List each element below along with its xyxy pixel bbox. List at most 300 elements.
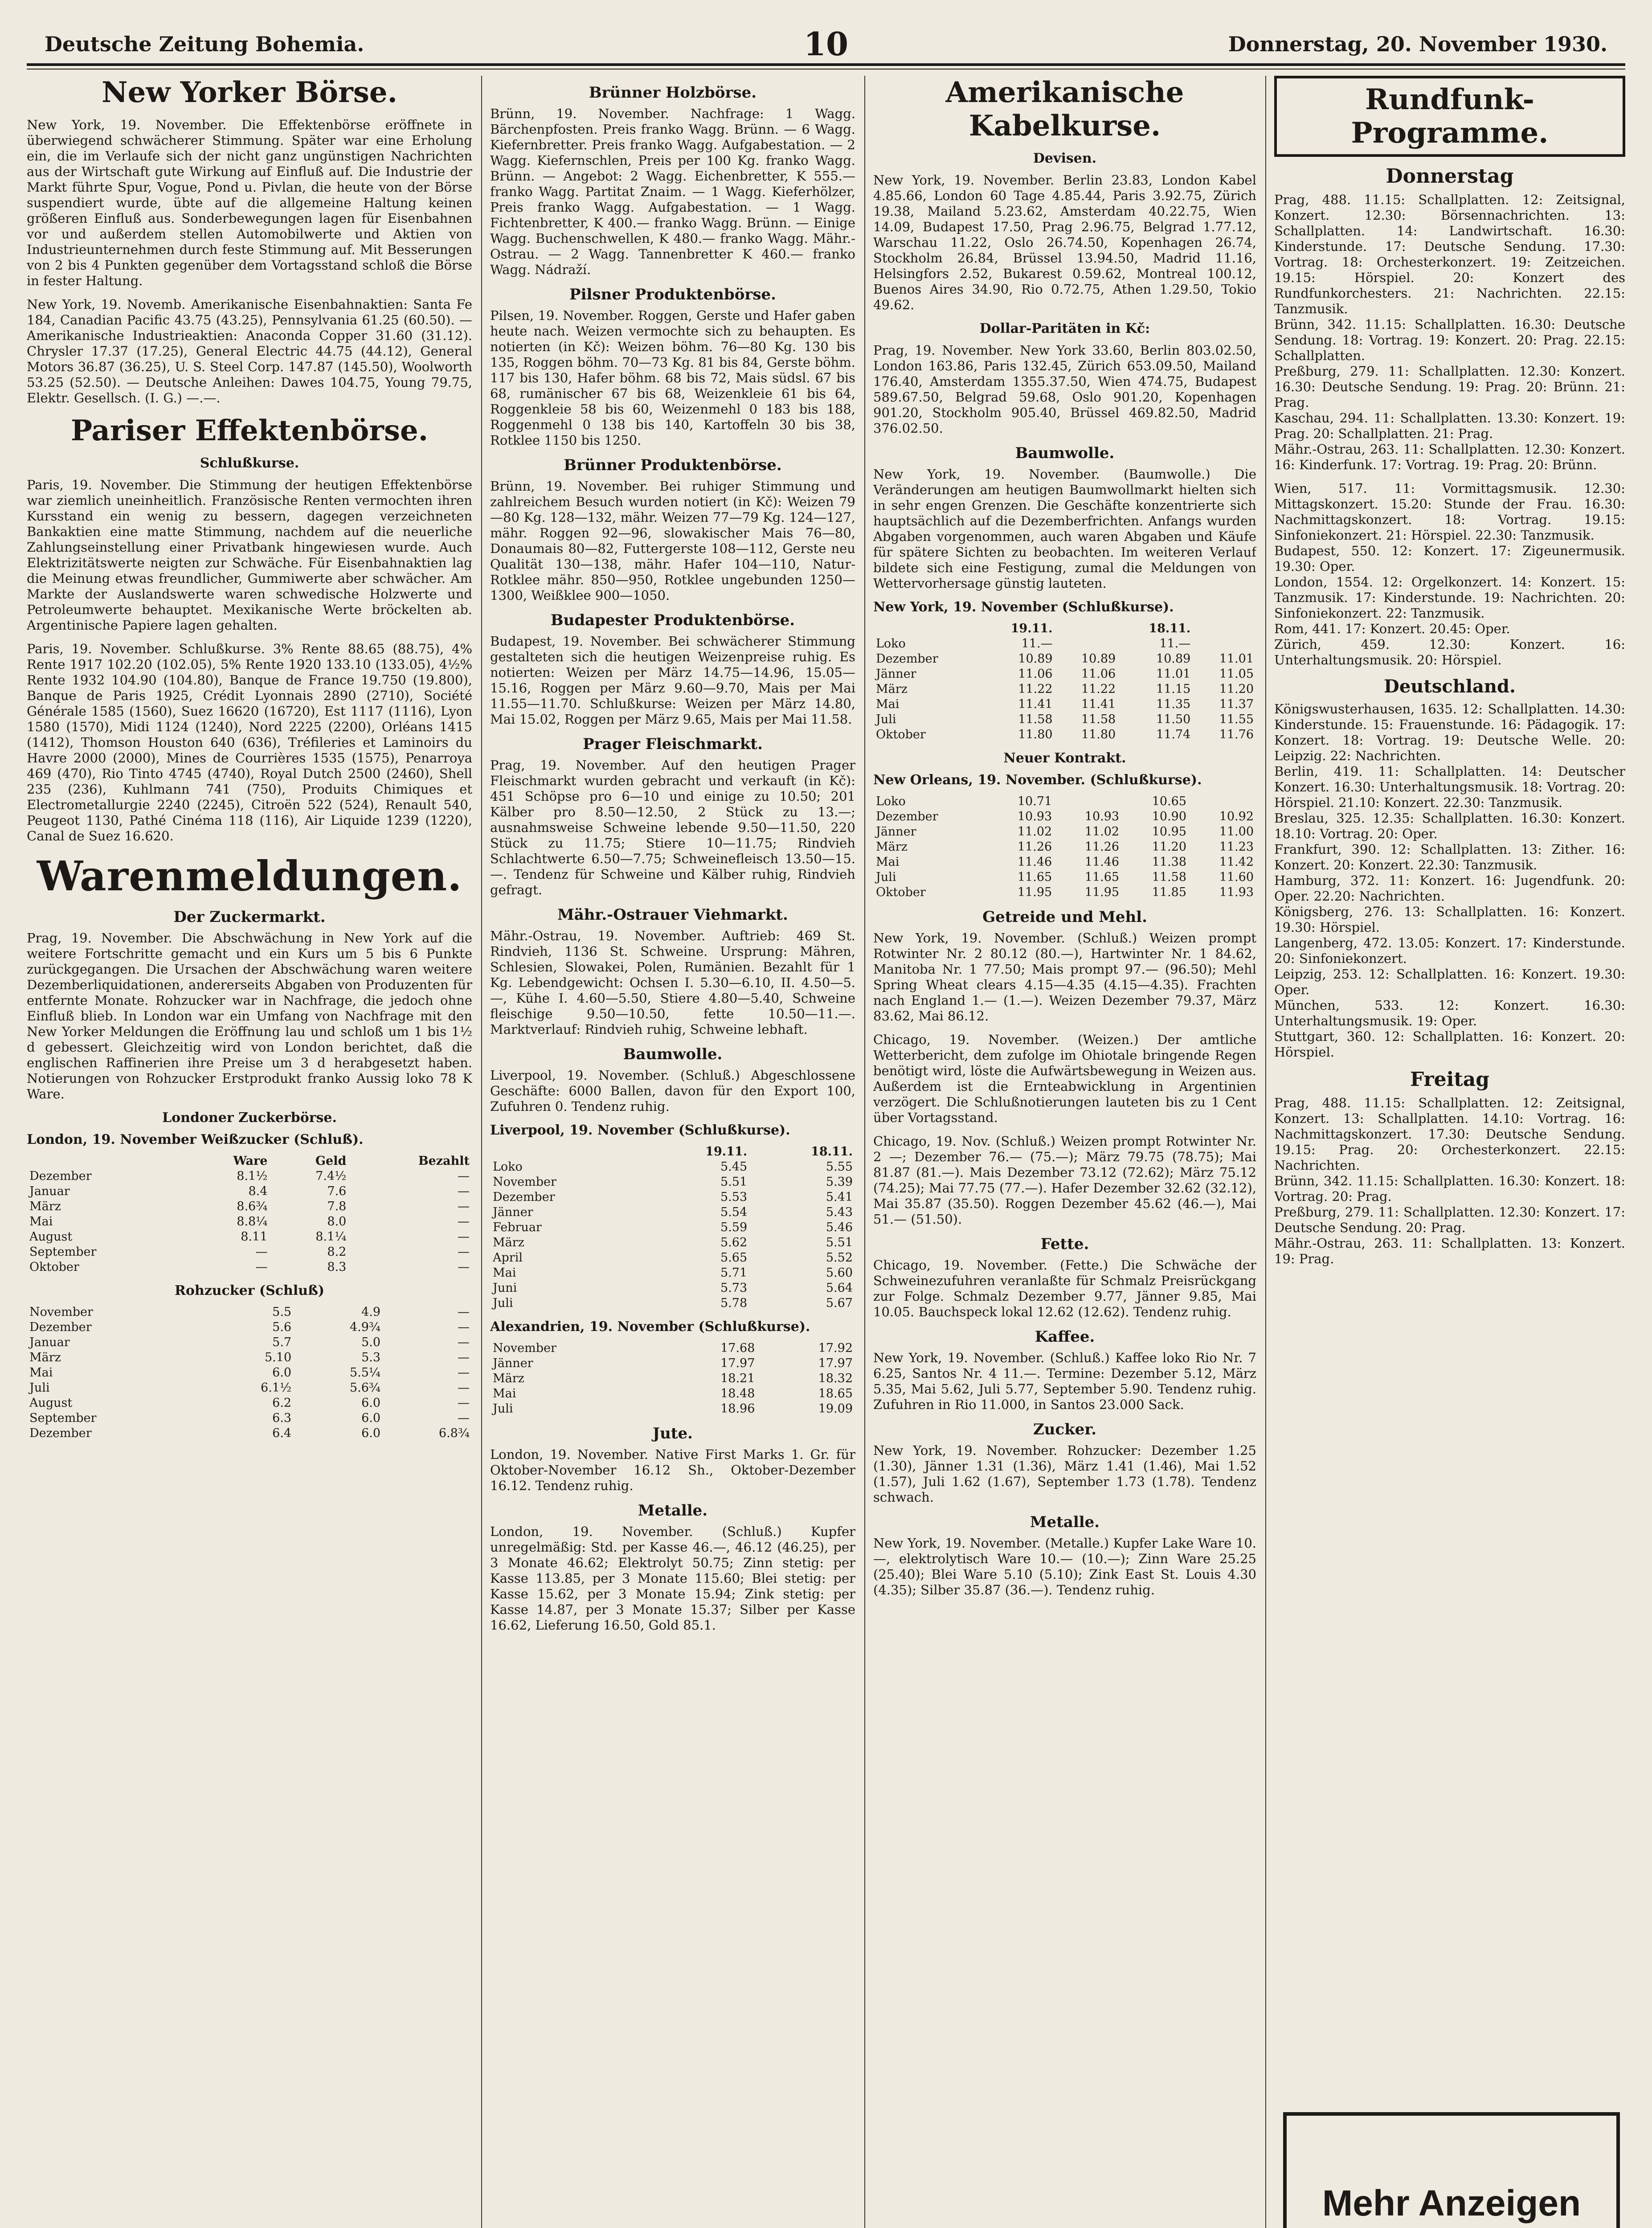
table-cell: Mai <box>29 1366 53 1380</box>
table-cell: 11.— <box>1021 637 1053 651</box>
table-cell: 5.39 <box>826 1175 853 1189</box>
new-york-cotton-table <box>873 621 1256 742</box>
table-cell: 11.58 <box>1081 713 1116 726</box>
table-cell: 4.9¾ <box>349 1320 381 1334</box>
table-cell: — <box>458 1381 470 1395</box>
table-header-cell: 18.11. <box>811 1145 853 1159</box>
table-row <box>873 712 1256 727</box>
table-cell: 11.80 <box>1081 728 1116 741</box>
table-row <box>490 1356 855 1371</box>
table-cell: 5.46 <box>826 1220 853 1234</box>
table-cell: 8.8¼ <box>237 1215 268 1229</box>
article-paragraph: Liverpool, 19. November. (Schluß.) Abgeschlossene Geschäfte: 6000 Ballen, davon für den Export 100, Zufuhren 0. Tendenz ruhig. <box>490 1068 855 1114</box>
table-header-cell: 18.11. <box>1149 622 1191 635</box>
table-row <box>27 1305 472 1320</box>
table-cell <box>1193 636 1256 651</box>
table-cell: 8.2 <box>327 1245 347 1259</box>
table-cell: Oktober <box>29 1260 79 1274</box>
table-body <box>490 1341 855 1417</box>
table-cell: 5.41 <box>826 1190 853 1204</box>
table-cell: 8.4 <box>248 1184 268 1198</box>
radio-title-box <box>1274 76 1625 157</box>
table-cell: Dezember <box>29 1320 92 1334</box>
table-cell: 11.85 <box>1152 885 1187 899</box>
table-cell: 11.37 <box>1219 697 1254 711</box>
section-subtitle: Devisen. <box>1033 151 1097 166</box>
table-cell: 6.0 <box>361 1426 381 1440</box>
table-cell: 11.22 <box>1081 682 1116 696</box>
table-row <box>490 1190 855 1205</box>
table-cell: — <box>458 1169 470 1183</box>
table-cell: Mai <box>493 1266 516 1280</box>
article-paragraph: Brünn, 19. November. Nachfrage: 1 Wagg. Bärchenpfosten. Preis franko Wagg. Brünn. — 6 Wagg. Kiefernbretter. Preis franko Wagg. Aufgabestation. — 2 Wagg. Kiefernschlen, Preis per 100 Kg. franko Wagg. Brünn. — Angebot: 2 Wagg. Eichenbretter, K 555.— franko Wagg. Partitat Znaim. — 1 Wagg. Kieferhölzer, Preis franko Wagg. Aufgabestation. — 1 Wagg. Fichtenbretter, K 400.— franko Wagg. Brünn. — Einige Wagg. Buchenschwellen, K 480.— franko Wagg. Mähr.-Ostrau. — 2 Wagg. Tannenbretter K 460.— franko Wagg. Nádraží. <box>490 106 855 277</box>
table-cell: 11.93 <box>1219 885 1254 899</box>
table-cell: Jänner <box>493 1356 533 1370</box>
subsection-title: Londoner Zuckerbörse. <box>162 1110 337 1126</box>
table-cell: — <box>458 1366 470 1380</box>
table-cell: 5.71 <box>720 1266 748 1280</box>
table-cell: 11.46 <box>1017 855 1052 869</box>
section-title-holzboerse: Brünner Holzbörse. <box>589 84 757 102</box>
column-divider <box>481 76 482 2228</box>
table-cell: 5.51 <box>826 1236 853 1249</box>
table-cell: 5.53 <box>720 1190 748 1204</box>
table-row <box>27 1229 472 1245</box>
table-cell: — <box>458 1396 470 1410</box>
table-cell: 5.0 <box>361 1335 381 1349</box>
table-cell: 11.95 <box>1017 885 1052 899</box>
table-row <box>490 1266 855 1281</box>
table-cell: 8.3 <box>327 1260 347 1274</box>
column-2 <box>490 76 855 2228</box>
ad-line-1: Mehr Anzeigen <box>1322 2183 1581 2224</box>
table-row <box>490 1386 855 1401</box>
newspaper-page <box>27 22 1625 2228</box>
table-cell: 11.41 <box>1081 697 1116 711</box>
article-paragraph: Brünn, 19. November. Bei ruhiger Stimmung und zahlreichem Besuch wurden notiert (in Kč): Weizen 79—80 Kg. 128—132, mähr. Weizen 77—79 Kg. 124—127, mähr. Roggen 92—96, slowakischer Mais 76—80, Donaumais 80—82, Futtergerste 108—112, Gerste neu Qualität 130—138, mähr. Hafer 104—110, Natur-Rotklee mähr. 850—950, Rotklee ungebunden 1250—1300, Weißklee 900—1050. <box>490 479 855 603</box>
table-cell: Loko <box>876 795 906 808</box>
table-cell: Juli <box>493 1296 513 1310</box>
table-cell: Dezember <box>876 810 938 823</box>
table-caption: New Orleans, 19. November. (Schlußkurse). <box>873 772 1202 788</box>
table-cell: 11.95 <box>1084 885 1120 899</box>
table-cell: 4.9 <box>361 1305 381 1319</box>
section-title-jute: Jute. <box>653 1425 693 1442</box>
region-heading-deutschland: Deutschland. <box>1384 676 1516 697</box>
article-paragraph: Chicago, 19. Nov. (Schluß.) Weizen prompt Rotwinter Nr. 2 —; Dezember 76.— (75.—); März 79.75 (78.75); Mai 81.87 (81.—). Mais Dezember 73.12 (72.62); März 75.12 (74.25); Mai 77.75 (77.—). Hafer Dezember 32.62 (32.12), Mai 35.87 (35.50). Roggen Dezember 45.62 (46.—), Mai 51.— (51.50). <box>873 1134 1256 1227</box>
table-body <box>490 1159 855 1311</box>
table-cell: Jänner <box>876 825 916 839</box>
table-row <box>873 885 1256 900</box>
table-cell: 11.65 <box>1084 870 1120 884</box>
table-row <box>27 1426 472 1441</box>
table-cell: Loko <box>493 1160 523 1174</box>
table-row <box>27 1380 472 1396</box>
table-cell: 10.71 <box>1017 795 1052 808</box>
table-cell: 5.43 <box>826 1205 853 1219</box>
table-cell: — <box>458 1320 470 1334</box>
table-cell: März <box>29 1200 61 1213</box>
table-row <box>873 697 1256 712</box>
article-paragraph: New York, 19. November. (Schluß.) Weizen prompt Rotwinter Nr. 2 80.12 (80.—), Hartwinter Nr. 1 84.62, Manitoba Nr. 1 77.50; Mais prompt 97.— (96.50); Mehl Spring Wheat clears 4.15—4.35 (4.15—4.35). Frachten nach England 1.— (1.—). Weizen Dezember 79.37, März 83.62, Mai 86.12. <box>873 930 1256 1024</box>
table-cell: Oktober <box>876 885 926 899</box>
section-title-baumwolle: Baumwolle. <box>1015 444 1115 462</box>
table-cell: 19.09 <box>818 1402 853 1416</box>
table-cell: Dezember <box>29 1426 92 1440</box>
section-title-kaffee: Kaffee. <box>1035 1328 1095 1346</box>
article-paragraph: Budapest, 19. November. Bei schwächerer Stimmung gestalteten sich die heutigen Weizenpreise ruhig. Es notierten: Weizen per März 14.75—14.96, 15.05—15.16, Roggen per März 9.60—9.70, Mais per Mai 11.55—11.70. Schlußkurse: Weizen per März 14.80, Mai 15.02, Roggen per März 9.65, Mais per Mai 11.58. <box>490 634 855 727</box>
table-cell: 6.4 <box>272 1426 292 1440</box>
table-cell: 5.45 <box>720 1160 748 1174</box>
table-cell: 5.6 <box>272 1320 292 1334</box>
table-cell: 7.8 <box>327 1200 347 1213</box>
table-cell: 6.0 <box>361 1396 381 1410</box>
running-header <box>27 22 1625 62</box>
table-header-cell <box>27 1154 184 1169</box>
article-paragraph: New York, 19. November. Die Effektenbörse eröffnete in überwiegend schwächerer Stimmung. Später war eine Erholung ein, die im Verlaufe sich der nicht ganz ungünstigen Nachrichten aus der Wirtschaft gute Wirkung auf Einfluß auf. Die Industrie der Markt führte Spur, Vogue, Pond u. Pivlan, die heute von der Börse suspendiert wurde, übte auf die allgemeine Haltung keinen größeren Einfluß aus. Sonderbewegungen lagen für Eisenbahnen vor und außerdem stellen Automobilwerte und Aktien von Industrieunternehmen durch feste Stimmung auf. Mit Besserungen von 2 bis 4 Punkten gegenüber dem Vortagsstand schloß die Börse in fester Haltung. <box>27 117 472 288</box>
section-title-zucker: Zucker. <box>1033 1421 1097 1438</box>
table-cell: 10.89 <box>1018 652 1053 666</box>
table-body <box>27 1169 472 1275</box>
article-paragraph: New York, 19. November. (Metalle.) Kupfer Lake Ware 10.—, elektrolytisch Ware 10.— (10.—); Zinn Ware 25.25 (25.40); Blei Ware 5.10 (5.10); Zink East St. Louis 4.30 (4.35); Silber 35.87 (36.—). Tendenz ruhig. <box>873 1536 1256 1597</box>
article-paragraph: New York, 19. November. (Baumwolle.) Die Veränderungen am heutigen Baumwollmarkt hielten sich in sehr engen Grenzen. Die Geschäfte konzentrierte sich hauptsächlich auf die Dezemberfrichten. Anfangs wurden Abgaben vorgenommen, auch waren Abgaben und Käufe für spätere Sichten zu beobachten. Im weiteren Verlauf bildete sich eine Festigung, zumal die Meldungen von Wettervorhersage günstig lauteten. <box>873 467 1256 591</box>
table-cell: 11.35 <box>1156 697 1191 711</box>
header-rule-thin <box>27 69 1625 70</box>
table-row <box>873 855 1256 870</box>
section-title-fette: Fette. <box>1040 1235 1089 1253</box>
section-subtitle: Neuer Kontrakt. <box>1003 750 1126 766</box>
table-cell: 11.02 <box>1084 825 1120 839</box>
article-paragraph: Mähr.-Ostrau, 19. November. Auftrieb: 469 St. Rindvieh, 1136 St. Schweine. Ursprung: Mähren, Schlesien, Slowakei, Polen, Rumänien. Bezahlt für 1 Kg. Lebendgewicht: Ochsen I. 5.30—6.10, II. 4.50—5.—, Kühe I. 4.60—5.50, Stiere 4.80—5.40, Schweine fleischige 9.50—10.50, fette 10.50—11.—. Marktverlauf: Rindvieh ruhig, Schweine lebhaft. <box>490 928 855 1037</box>
table-cell: 7.4½ <box>315 1169 347 1183</box>
table-cell <box>1055 794 1122 809</box>
table-body <box>873 636 1256 742</box>
table-cell: 5.78 <box>720 1296 748 1310</box>
table-cell: 6.2 <box>272 1396 292 1410</box>
table-cell: 8.1½ <box>237 1169 268 1183</box>
table-row <box>873 651 1256 667</box>
table-cell: 11.55 <box>1219 713 1254 726</box>
table-cell: 6.0 <box>272 1366 292 1380</box>
section-title-baumwolle: Baumwolle. <box>623 1045 723 1063</box>
table-row <box>490 1159 855 1175</box>
table-cell <box>1189 794 1256 809</box>
table-cell: 8.11 <box>241 1230 268 1244</box>
table-cell: Juli <box>29 1381 50 1395</box>
article-paragraph: New York, 19. November. Rohzucker: Dezember 1.25 (1.30), Jänner 1.31 (1.36), März 1.41 (1.46), Mai 1.52 (1.57), Juli 1.62 (1.67), September 1.73 (1.78). Tendenz schwach. <box>873 1443 1256 1505</box>
column-divider <box>864 76 865 2228</box>
table-row <box>873 870 1256 885</box>
table-row <box>490 1281 855 1296</box>
section-title-budapest: Budapester Produktenbörse. <box>550 611 795 629</box>
table-cell: 18.32 <box>818 1372 853 1385</box>
day-heading-freitag: Freitag <box>1410 1068 1489 1091</box>
table-cell: 11.06 <box>1081 667 1116 681</box>
table-row <box>27 1396 472 1411</box>
table-cell: 5.5 <box>272 1305 292 1319</box>
section-title-metalle: Metalle. <box>1030 1513 1100 1531</box>
table-cell: 11.38 <box>1152 855 1187 869</box>
article-paragraph: Chicago, 19. November. (Fette.) Die Schwäche der Schweinezufuhren veranlaßte für Schmalz Preisrückgang zur Folge. Schmalz Dezember 9.77, Jänner 9.85, Mai 10.05. Bauchspeck lokal 12.62 (12.62). Tendenz ruhig. <box>873 1257 1256 1319</box>
section-subtitle: Schlußkurse. <box>200 455 299 471</box>
table-cell: — <box>458 1245 470 1259</box>
sugar-price-table <box>27 1154 472 1275</box>
radio-listing: Wien, 517. 11: Vormittagsmusik. 12.30: Mittagskonzert. 15.20: Stunde der Frau. 16.30: Nachmittagskonzert. 18: Vortrag. 19.15: Sinfoniekonzert. 21: Hörspiel. 22.30: Tanzmusik. Budapest, 550. 12: Konzert. 17: Zigeunermusik. 19.30: Oper. London, 1554. 12: Orgelkonzert. 14: Konzert. 15: Tanzmusik. 17: Kinderstunde. 19: Nachrichten. 20: Sinfoniekonzert. 22: Tanzmusik. Rom, 441. 17: Konzert. 20.45: Oper. Zürich, 459. 12.30: Konzert. 16: Unterhaltungsmusik. 20: Hörspiel. <box>1274 481 1625 668</box>
table-cell: August <box>29 1230 73 1244</box>
table-cell: 5.6¾ <box>349 1381 381 1395</box>
section-title-getreide: Getreide und Mehl. <box>982 908 1147 926</box>
table-row <box>490 1235 855 1250</box>
table-cell: Juni <box>493 1281 517 1295</box>
table-cell: Oktober <box>876 728 926 741</box>
table-cell: — <box>255 1260 268 1274</box>
table-cell: 6.0 <box>361 1411 381 1425</box>
alexandria-cotton-table <box>490 1341 855 1417</box>
table-cell: Januar <box>29 1184 70 1198</box>
table-cell: Juli <box>876 870 896 884</box>
table-cell: 18.65 <box>818 1387 853 1401</box>
section-title-kabelkurse: Amerikanische Kabelkurse. <box>945 76 1184 143</box>
table-cell: — <box>458 1215 470 1229</box>
table-cell: 18.48 <box>720 1387 755 1401</box>
table-cell: — <box>458 1305 470 1319</box>
table-row <box>490 1250 855 1266</box>
table-cell: 11.01 <box>1156 667 1191 681</box>
table-cell: — <box>458 1200 470 1213</box>
subsection-title-zuckermarkt: Der Zuckermarkt. <box>173 908 326 926</box>
table-cell: — <box>255 1245 268 1259</box>
table-cell: — <box>458 1260 470 1274</box>
table-row <box>873 840 1256 855</box>
table-cell: — <box>458 1335 470 1349</box>
table-cell: 11.41 <box>1018 697 1053 711</box>
table-cell: September <box>29 1411 97 1425</box>
radio-listing: Königswusterhausen, 1635. 12: Schallplatten. 14.30: Kinderstunde. 15: Frauenstunde. 16: Pädagogik. 17: Konzert. 18: Vortrag. 19: Deutsche Welle. 20: Leipzig. 22: Nachrichten. Berlin, 419. 11: Schallplatten. 14: Deutscher Konzert. 16.30: Unterhaltungsmusik. 18: Vortrag. 20: Hörspiel. 21.10: Konzert. 22.30: Tanzmusik. Breslau, 325. 12.35: Schallplatten. 16.30: Konzert. 18.10: Vortrag. 20: Oper. Frankfurt, 390. 12: Schallplatten. 13: Zither. 16: Konzert. 20: Konzert. 22.30: Tanzmusik. Hamburg, 372. 11: Konzert. 16: Jugendfunk. 20: Oper. 22.20: Nachrichten. Königsberg, 276. 13: Schallplatten. 16: Konzert. 19.30: Hörspiel. Langenberg, 472. 13.05: Konzert. 17: Kinderstunde. 20: Sinfoniekonzert. Leipzig, 253. 12: Schallplatten. 16: Konzert. 19.30: Oper. München, 533. 12: Konzert. 16.30: Unterhaltungsmusik. 19: Oper. Stuttgart, 360. 12: Schallplatten. 16: Konzert. 20: Hörspiel. <box>1274 701 1625 1060</box>
paper-title: Deutsche Zeitung Bohemia. <box>45 32 364 56</box>
table-cell: November <box>29 1305 93 1319</box>
table-row <box>490 1296 855 1311</box>
table-cell: 11.02 <box>1017 825 1052 839</box>
table-caption: London, 19. November Weißzucker (Schluß). <box>27 1132 364 1147</box>
section-title-metalle: Metalle. <box>638 1502 708 1519</box>
table-cell: 10.90 <box>1152 810 1187 823</box>
table-caption: Rohzucker (Schluß) <box>174 1283 325 1298</box>
article-paragraph: London, 19. November. (Schluß.) Kupfer unregelmäßig: Std. per Kasse 46.—, 46.12 (46.25), per 3 Monate 46.62; Elektrolyt 50.75; Zinn stetig: per Kasse 113.85, per 3 Monate 115.60; Blei stetig: per Kasse 15.62, per 3 Monate 15.94; Zink stetig: per Kasse 14.87, per 3 Monate 15.37; Silber per Kasse 16.62, Lieferung 16.50, Gold 85.1. <box>490 1524 855 1633</box>
header-rule <box>27 63 1625 66</box>
table-cell: 11.22 <box>1018 682 1053 696</box>
table-cell: — <box>458 1184 470 1198</box>
table-header-cell <box>873 621 981 636</box>
table-cell: 11.23 <box>1219 840 1254 854</box>
article-paragraph: New York, 19. Novemb. Amerikanische Eisenbahnaktien: Santa Fe 184, Canadian Pacific 43.75 (43.25), Pennsylvania 61.25 (60.50). — Amerikanische Industrieaktien: Anaconda Copper 31.60 (31.12). Chrysler 17.37 (17.25), General Electric 44.75 (44.12), General Motors 36.87 (36.25), U. S. Steel Corp. 147.87 (145.50), Woolworth 53.25 (52.50). — Deutsche Anleihen: Dawes 104.75, Young 79.75, Elektr. Gesellsch. (I. G.) —.—. <box>27 297 472 405</box>
table-cell <box>1055 636 1119 651</box>
table-row <box>27 1169 472 1184</box>
table-cell: 11.01 <box>1219 652 1254 666</box>
table-cell: 10.93 <box>1084 810 1120 823</box>
table-row <box>873 727 1256 742</box>
table-row <box>490 1205 855 1220</box>
new-orleans-cotton-table <box>873 794 1256 900</box>
table-cell: 10.65 <box>1152 795 1187 808</box>
table-cell: 11.65 <box>1017 870 1052 884</box>
table-cell: 11.58 <box>1152 870 1187 884</box>
table-cell: 5.67 <box>826 1296 853 1310</box>
table-cell: 8.0 <box>327 1215 347 1229</box>
section-title-warenmeldungen: Warenmeldungen. <box>37 852 462 900</box>
table-caption: New York, 19. November (Schlußkurse). <box>873 599 1174 615</box>
table-cell: 11.42 <box>1219 855 1254 869</box>
table-cell: März <box>493 1372 524 1385</box>
table-cell: 17.97 <box>818 1356 853 1370</box>
table-row <box>873 667 1256 682</box>
table-header-cell: 19.11. <box>705 1145 748 1159</box>
section-title-bruenn: Brünner Produktenbörse. <box>564 456 782 474</box>
column-1 <box>27 76 472 2228</box>
table-cell: Jänner <box>876 667 916 681</box>
table-row <box>490 1371 855 1386</box>
table-cell: 11.58 <box>1018 713 1053 726</box>
table-row <box>873 682 1256 697</box>
table-cell: 11.20 <box>1152 840 1187 854</box>
table-body <box>27 1305 472 1441</box>
table-cell: 11.46 <box>1084 855 1120 869</box>
table-row <box>873 809 1256 824</box>
table-row <box>27 1350 472 1365</box>
table-cell: 11.26 <box>1017 840 1052 854</box>
table-row <box>490 1341 855 1356</box>
article-paragraph: Prag, 19. November. New York 33.60, Berlin 803.02.50, London 163.86, Paris 132.45, Zürich 653.09.50, Mailand 176.40, Amsterdam 1355.37.50, Wien 474.75, Budapest 589.67.50, Belgrad 59.68, Oslo 901.20, Kopenhagen 901.20, Stockholm 905.40, Brüssel 469.82.50, Madrid 376.02.50. <box>873 343 1256 436</box>
issue-date: Donnerstag, 20. November 1930. <box>1228 32 1607 56</box>
table-cell: 10.93 <box>1017 810 1052 823</box>
article-paragraph: New York, 19. November. Berlin 23.83, London Kabel 4.85.66, London 60 Tage 4.85.44, Paris 3.92.75, Zürich 19.38, Mailand 5.23.62, Amsterdam 40.22.75, Wien 14.09, Budapest 17.50, Prag 2.96.75, Belgrad 1.77.12, Warschau 11.22, Oslo 26.74.50, Kopenhagen 26.74, Stockholm 26.84, Brüssel 13.94.50, Madrid 11.16, Helsingfors 2.52, Bukarest 0.59.62, Montreal 100.12, Buenos Aires 34.90, Rio 0.72.75, Athen 1.29.50, Tokio 49.62. <box>873 172 1256 312</box>
table-cell: 11.26 <box>1084 840 1120 854</box>
table-cell: 11.06 <box>1018 667 1053 681</box>
table-cell: Mai <box>29 1215 53 1229</box>
table-cell: 6.8¾ <box>438 1426 470 1440</box>
table-cell: 5.62 <box>720 1236 748 1249</box>
table-cell: — <box>458 1230 470 1244</box>
table-cell: 5.52 <box>826 1251 853 1265</box>
table-cell: — <box>458 1411 470 1425</box>
table-row <box>490 1401 855 1417</box>
section-title-viehmarkt: Mähr.-Ostrauer Viehmarkt. <box>557 906 788 924</box>
page-number: 10 <box>803 25 849 63</box>
table-row <box>873 794 1256 809</box>
table-cell: 5.64 <box>826 1281 853 1295</box>
raw-sugar-table <box>27 1305 472 1441</box>
table-row <box>490 1220 855 1235</box>
table-cell: 5.7 <box>272 1335 292 1349</box>
table-cell: 11.50 <box>1156 713 1191 726</box>
article-paragraph: Chicago, 19. November. (Weizen.) Der amtliche Wetterbericht, dem zufolge im Ohiotale bringende Regen benötigt wird, löste die Aufwärtsbewegung in Weizen aus. Außerdem ist die Ernteabwicklung in Argentinien verzögert. Die Schlußnotierungen lauteten bis zu 1 Cent über Vortagsstand. <box>873 1032 1256 1125</box>
article-paragraph: London, 19. November. Native First Marks 1. Gr. für Oktober-November 16.12 Sh., Oktober-Dezember 16.12. Tendenz ruhig. <box>490 1447 855 1493</box>
table-row <box>873 636 1256 651</box>
liverpool-cotton-table <box>490 1144 855 1311</box>
table-cell: Jänner <box>493 1205 533 1219</box>
table-row <box>27 1335 472 1350</box>
table-cell: November <box>493 1175 556 1189</box>
table-cell: Dezember <box>29 1169 92 1183</box>
day-heading-donnerstag: Donnerstag <box>1386 165 1514 188</box>
radio-listing: Prag, 488. 11.15: Schallplatten. 12: Zeitsignal, Konzert. 13: Schallplatten. 14.10: Vortrag. 16: Nachmittagskonzert. 17.30: Deutsche Sendung. 19.15: Prag. 20: Orchesterkonzert. 22.15: Nachrichten. Brünn, 342. 11.15: Schallplatten. 16.30: Konzert. 18: Vortrag. 20: Prag. Preßburg, 279. 11: Schallplatten. 12.30: Konzert. 17: Deutsche Sendung. 20: Prag. Mähr.-Ostrau, 263. 11: Schallplatten. 13: Konzert. 19: Prag. <box>1274 1095 1625 1266</box>
table-cell: 10.89 <box>1156 652 1191 666</box>
table-caption: Alexandrien, 19. November (Schlußkurse). <box>490 1319 810 1335</box>
table-cell: Mai <box>876 697 900 711</box>
table-cell: 11.05 <box>1219 667 1254 681</box>
table-cell: 8.1¼ <box>315 1230 347 1244</box>
table-cell: 11.15 <box>1156 682 1191 696</box>
table-cell: — <box>458 1351 470 1364</box>
table-cell: 17.68 <box>720 1341 755 1355</box>
table-row <box>27 1320 472 1335</box>
table-cell: September <box>29 1245 97 1259</box>
table-cell: 6.3 <box>272 1411 292 1425</box>
table-cell: 11.76 <box>1219 728 1254 741</box>
table-caption: Liverpool, 19. November (Schlußkurse). <box>490 1122 790 1138</box>
section-title-fleischmarkt: Prager Fleischmarkt. <box>583 735 763 753</box>
table-row <box>27 1260 472 1275</box>
article-paragraph: Pilsen, 19. November. Roggen, Gerste und Hafer gaben heute nach. Weizen vermochte sich zu behaupten. Es notierten (in Kč): Weizen böhm. 76—80 Kg. 130 bis 135, Roggen böhm. 70—73 Kg. 81 bis 84, Gerste böhm. 117 bis 130, Hafer böhm. 68 bis 72, Mais südsl. 67 bis 68, rumänischer 67 bis 68, Weizenkleie 61 bis 64, Roggenkleie 58 bis 60, Weizenmehl 0 183 bis 188, Roggenmehl 0 138 bis 140, Kartoffeln 30 bis 38, Rotklee 1150 bis 1250. <box>490 308 855 448</box>
table-cell: 8.6¾ <box>237 1200 268 1213</box>
table-cell: Januar <box>29 1335 70 1349</box>
table-header-cell <box>1193 621 1256 636</box>
table-cell: Mai <box>493 1387 516 1401</box>
table-cell: 10.89 <box>1081 652 1116 666</box>
table-row <box>490 1175 855 1190</box>
table-cell: März <box>493 1236 524 1249</box>
table-cell: Dezember <box>876 652 938 666</box>
table-cell: 10.92 <box>1219 810 1254 823</box>
column-divider <box>1265 76 1266 2228</box>
article-paragraph: Prag, 19. November. Auf den heutigen Prager Fleischmarkt wurden gebracht und verkauft (in Kč): 451 Schöpse pro 6—10 und einige zu 10.50; 201 Kälber pro 8.50—12.50, 2 Stück zu 13.—; ausnahmsweise Schweine lebende 9.50—11.50, 220 Stück zu 11.75; Stiere 10—11.75; Rindvieh Schlachtwerte 6.50—7.75; Schweinefleisch 13.50—15.—. Tendenz für Schweine und Kälber ruhig, Rindvieh gefragt. <box>490 758 855 897</box>
table-cell: 6.1½ <box>261 1381 292 1395</box>
table-cell: März <box>876 682 908 696</box>
table-body <box>873 794 1256 900</box>
table-cell: 17.97 <box>720 1356 755 1370</box>
table-cell: 5.73 <box>720 1281 748 1295</box>
table-cell: März <box>29 1351 61 1364</box>
table-header-cell: Ware <box>233 1154 268 1168</box>
article-paragraph: Paris, 19. November. Schlußkurse. 3% Rente 88.65 (88.75), 4% Rente 1917 102.20 (102.05), 5% Rente 1920 133.10 (133.05), 4½% Rente 1932 104.90 (104.80), Banque de France 19.750 (19.800), Banque de Paris 1925, Crédit Lyonnais 2890 (2710), Société Générale 1585 (1560), Suez 16620 (16720), Est 1117 (1116), Lyon 1580 (1570), Midi 1124 (1240), Nord 2225 (2200), Orléans 1415 (1412), Thomson Houston 640 (636), Tréfileries et Laminoirs du Havre 2000 (2000), Mines de Courrières 1535 (1575), Penarroya 469 (470), Rio Tinto 4745 (4740), Royal Dutch 2500 (2460), Shell 235 (236), Kuhlmann 741 (750), Produits Chimiques et Electrometallurgie 2240 (2245), Citroën 522 (524), Renault 540, Peugeot 1130, Pathé Cinéma 118 (116), Air Liquide 1239 (1220), Canal de Suez 16.620. <box>27 641 472 844</box>
article-paragraph: Paris, 19. November. Die Stimmung der heutigen Effektenbörse war ziemlich uneinheitlich. Französische Renten vermochten ihren Kursstand ein wenig zu bessern, dagegen verzeichneten Bankaktien eine matte Stimmung, nachdem auf die neuerliche Zahlungseinstellung einer Privatbank hingewiesen wurde. Auch Elektrizitätswerte neigten zur Schwäche. Für Eisenbahnaktien lag die Meinung etwas freundlicher, Gummiwerte aber schwächer. Am Markte der Auslandswerte waren schwedische Holzwerte und Petroleumwerte behauptet. Mexikanische Werte bröckelten ab. Argentinische Papiere lagen gehalten. <box>27 477 472 633</box>
table-cell: 11.60 <box>1219 870 1254 884</box>
table-cell: November <box>493 1341 556 1355</box>
column-3 <box>873 76 1256 2228</box>
table-cell: 5.54 <box>720 1205 748 1219</box>
section-title-pariser-boerse: Pariser Effektenbörse. <box>70 414 429 447</box>
table-cell: Loko <box>876 637 906 651</box>
table-cell: 5.65 <box>720 1251 748 1265</box>
table-cell: 17.92 <box>818 1341 853 1355</box>
table-cell: Dezember <box>493 1190 555 1204</box>
table-cell: 18.96 <box>720 1402 755 1416</box>
table-cell: 5.59 <box>720 1220 748 1234</box>
table-header-cell: Bezahlt <box>418 1154 470 1168</box>
table-cell: 11.74 <box>1156 728 1191 741</box>
advertisement-box <box>1283 2112 1620 2228</box>
section-title-rundfunk: Rundfunk-Programme. <box>1351 83 1549 150</box>
table-cell: 11.00 <box>1219 825 1254 839</box>
table-cell: 18.21 <box>720 1372 755 1385</box>
table-header-cell: 19.11. <box>1010 622 1053 635</box>
table-cell: 5.60 <box>826 1266 853 1280</box>
table-cell: 10.95 <box>1152 825 1187 839</box>
table-cell: 5.10 <box>265 1351 292 1364</box>
table-cell: 7.6 <box>327 1184 347 1198</box>
table-header-cell: Geld <box>315 1154 347 1168</box>
table-cell: 5.51 <box>720 1175 748 1189</box>
table-cell: 11.20 <box>1219 682 1254 696</box>
